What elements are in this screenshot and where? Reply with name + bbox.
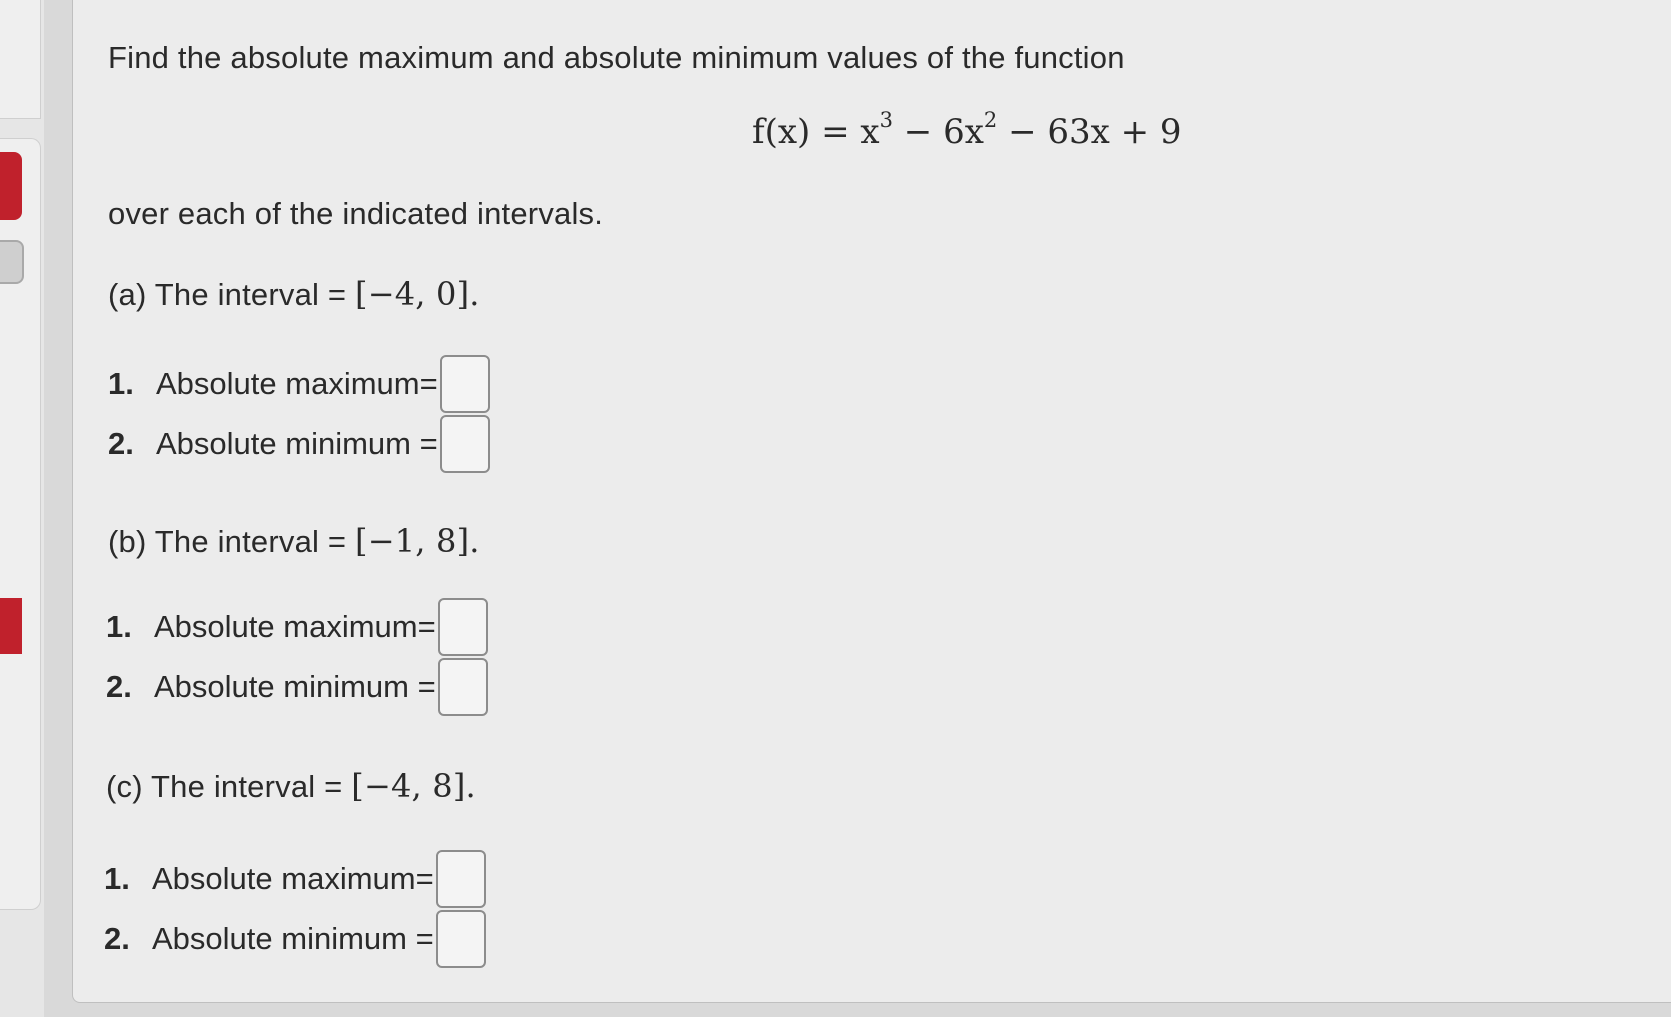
- part-b-min-row: [106, 658, 488, 716]
- question-status-marker-red[interactable]: [0, 598, 22, 654]
- formula-exponent: 3: [879, 108, 893, 132]
- absolute-minimum-label: Absolute minimum =: [154, 669, 436, 704]
- formula-exponent: 2: [983, 108, 998, 132]
- question-followup: over each of the indicated intervals.: [108, 196, 604, 231]
- list-number: 1.: [106, 609, 132, 644]
- part-c-max-row: [104, 850, 486, 908]
- question-intro: Find the absolute maximum and absolute minimum values of the function: [108, 40, 1125, 75]
- absolute-maximum-label: Absolute maximum=: [152, 861, 434, 896]
- part-b-min-answer-box[interactable]: [438, 658, 488, 716]
- list-number: 2.: [106, 669, 132, 704]
- list-number: 2.: [108, 426, 134, 461]
- absolute-maximum-label: Absolute maximum=: [154, 609, 436, 644]
- part-interval: [−4, 8].: [351, 767, 476, 805]
- part-c-min-answer-box[interactable]: [436, 910, 486, 968]
- question-status-marker-gray[interactable]: [0, 240, 24, 284]
- part-a-heading: [108, 275, 480, 313]
- part-interval: [−1, 8].: [355, 522, 480, 560]
- part-label: (a) The interval =: [108, 277, 356, 312]
- part-c-heading: [106, 767, 476, 805]
- absolute-minimum-label: Absolute minimum =: [156, 426, 438, 461]
- part-a-max-row: [108, 355, 490, 413]
- part-a-min-row: [108, 415, 490, 473]
- part-c-min-row: [104, 910, 486, 968]
- part-b-heading: [108, 522, 480, 560]
- absolute-minimum-label: Absolute minimum =: [152, 921, 434, 956]
- part-interval: [−4, 0].: [355, 275, 480, 313]
- part-b-max-answer-box[interactable]: [438, 598, 488, 656]
- question-status-marker-red[interactable]: [0, 152, 22, 220]
- formula-term: − 63x + 9: [997, 112, 1182, 152]
- formula-term: x: [860, 112, 880, 152]
- part-label: (b) The interval =: [108, 524, 356, 559]
- formula-lhs: f(x) =: [752, 112, 861, 152]
- part-a-min-answer-box[interactable]: [440, 415, 490, 473]
- part-label: (c) The interval =: [106, 769, 352, 804]
- previous-question-card: [0, 0, 41, 119]
- list-number: 1.: [104, 861, 130, 896]
- part-c-max-answer-box[interactable]: [436, 850, 486, 908]
- function-formula: [752, 108, 1182, 152]
- part-b-max-row: [106, 598, 488, 656]
- absolute-maximum-label: Absolute maximum=: [156, 366, 438, 401]
- list-number: 1.: [108, 366, 134, 401]
- formula-term: − 6x: [892, 112, 984, 152]
- list-number: 2.: [104, 921, 130, 956]
- part-a-max-answer-box[interactable]: [440, 355, 490, 413]
